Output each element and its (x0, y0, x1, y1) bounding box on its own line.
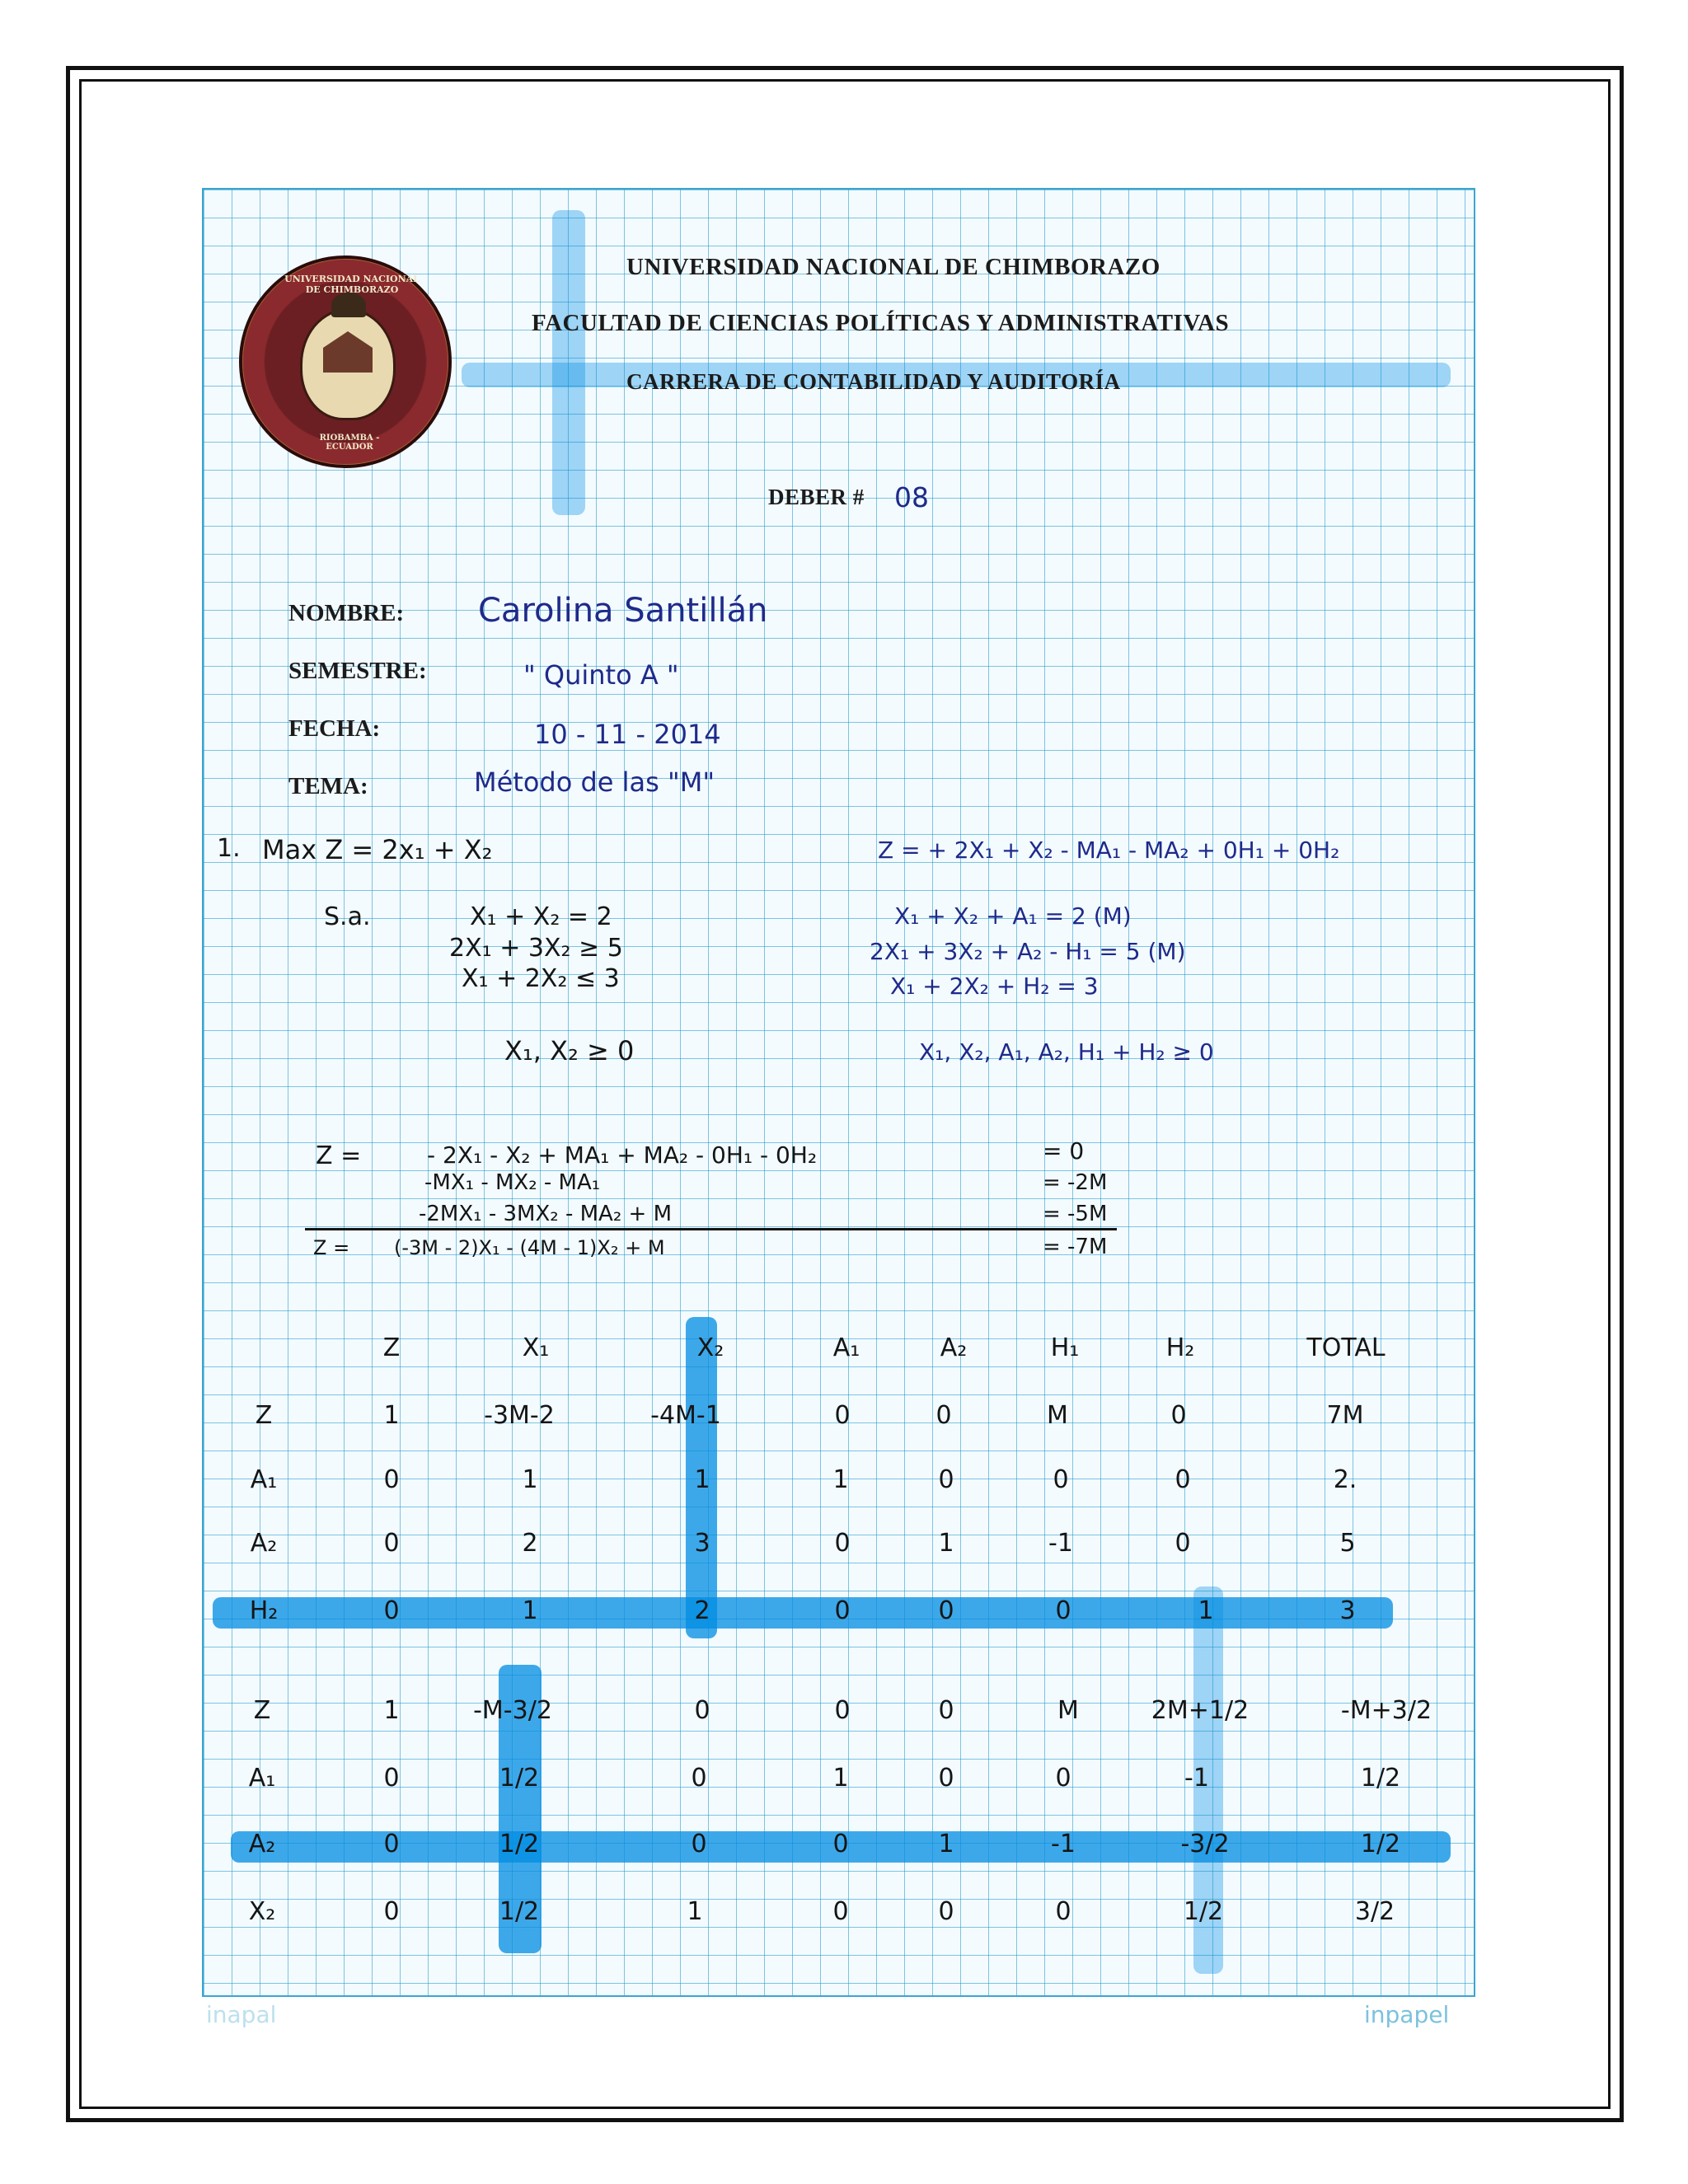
nonnegativity-std: X₁, X₂, A₁, A₂, H₁ + H₂ ≥ 0 (919, 1038, 1214, 1066)
tableau1-header-x1: X₁ (522, 1333, 550, 1362)
cell: 0 (1055, 1596, 1071, 1625)
cell: 0 (383, 1764, 400, 1793)
brand-mark-left: inapal (206, 2001, 277, 2028)
cell: 7M (1326, 1401, 1364, 1430)
cell: 1 (832, 1764, 849, 1793)
cell: 1/2 (1360, 1830, 1401, 1858)
cell: 1 (522, 1465, 538, 1494)
objective-function: Max Z = 2x₁ + X₂ (262, 834, 493, 865)
basis-label: A₂ (248, 1830, 276, 1858)
tema-value: Método de las "M" (474, 766, 715, 798)
constraint-std-1: X₁ + X₂ + A₁ = 2 (M) (894, 902, 1132, 930)
cell: 0 (694, 1696, 710, 1725)
derivation-rhs-2: = -2M (1043, 1170, 1108, 1195)
cell: 0 (938, 1596, 954, 1625)
cell: 0 (832, 1830, 849, 1858)
cell: -3/2 (1180, 1830, 1230, 1858)
cell: 0 (1175, 1465, 1191, 1494)
cell: 2 (522, 1529, 538, 1558)
derivation-expr-1: - 2X₁ - X₂ + MA₁ + MA₂ - 0H₁ - 0H₂ (427, 1141, 818, 1169)
cell: 1 (938, 1529, 954, 1558)
semestre-value: " Quinto A " (523, 659, 679, 691)
basis-label: X₂ (248, 1897, 276, 1926)
cell: M (1047, 1401, 1068, 1430)
university-seal (239, 255, 452, 468)
cell: 2. (1333, 1465, 1357, 1494)
cell: 1/2 (1360, 1764, 1401, 1793)
cell: 1 (383, 1401, 400, 1430)
cell: 0 (834, 1696, 851, 1725)
cell: 0 (938, 1465, 954, 1494)
derivation-rhs-3: = -5M (1043, 1202, 1108, 1226)
basis-label: Z (253, 1696, 271, 1725)
career-title: CARRERA DE CONTABILIDAD Y AUDITORÍA (626, 369, 1121, 394)
fecha-label: FECHA: (288, 715, 381, 742)
deber-label: DEBER # (768, 485, 865, 509)
constraint-1: X₁ + X₂ = 2 (470, 902, 612, 931)
cell: 1 (694, 1465, 710, 1494)
derivation-lhs-4: Z = (313, 1236, 350, 1259)
cell: 0 (1055, 1897, 1071, 1926)
cell: 0 (1055, 1764, 1071, 1793)
tableau1-header-a2: A₂ (940, 1333, 968, 1362)
derivation-rhs-1: = 0 (1043, 1137, 1085, 1165)
basis-label: A₁ (250, 1465, 278, 1494)
cell: 0 (834, 1596, 851, 1625)
constraint-2: 2X₁ + 3X₂ ≥ 5 (449, 934, 623, 963)
basis-label: Z (255, 1401, 273, 1430)
cell: 0 (383, 1465, 400, 1494)
nonnegativity: X₁, X₂ ≥ 0 (504, 1035, 635, 1066)
derivation-expr-3: -2MX₁ - 3MX₂ - MA₂ + M (419, 1202, 673, 1226)
cell: 3 (1339, 1596, 1356, 1625)
derivation-expr-2: -MX₁ - MX₂ - MA₁ (424, 1170, 601, 1195)
cell: 0 (938, 1764, 954, 1793)
problem-number: 1. (217, 834, 241, 863)
basis-label: H₂ (249, 1596, 279, 1625)
cell: 1 (938, 1830, 954, 1858)
cell: 0 (383, 1897, 400, 1926)
cell: 0 (383, 1596, 400, 1625)
cell: 0 (935, 1401, 952, 1430)
tableau1-header-x2: X₂ (696, 1333, 724, 1362)
cell: 3/2 (1354, 1897, 1395, 1926)
fecha-value: 10 - 11 - 2014 (534, 719, 721, 750)
derivation-expr-4: (-3M - 2)X₁ - (4M - 1)X₂ + M (394, 1236, 665, 1259)
tableau1-header-z: Z (382, 1333, 401, 1362)
nombre-label: NOMBRE: (288, 600, 405, 626)
cell: -M-3/2 (473, 1696, 552, 1725)
tableau1-header-total: TOTAL (1306, 1333, 1386, 1362)
cell: -4M-1 (650, 1401, 721, 1430)
cell: 1/2 (499, 1764, 540, 1793)
constraint-std-3: X₁ + 2X₂ + H₂ = 3 (890, 972, 1099, 1000)
derivation-rhs-4: = -7M (1043, 1235, 1108, 1259)
cell: 0 (832, 1897, 849, 1926)
derivation-rule (305, 1228, 1117, 1230)
seal-text-bottom: RIOBAMBA - ECUADOR (319, 434, 380, 452)
cell: 0 (691, 1764, 707, 1793)
cell: -1 (1184, 1764, 1209, 1793)
cell: -M+3/2 (1340, 1696, 1432, 1725)
tema-label: TEMA: (288, 773, 368, 799)
basis-label: A₂ (250, 1529, 278, 1558)
cell: -1 (1051, 1830, 1076, 1858)
derivation-lhs-1: Z = (316, 1141, 362, 1170)
deber-number: 08 (894, 481, 929, 513)
constraint-3: X₁ + 2X₂ ≤ 3 (462, 964, 620, 993)
cell: 1 (687, 1897, 703, 1926)
seal-emblem (300, 308, 396, 420)
cell: 1/2 (499, 1830, 540, 1858)
nombre-value: Carolina Santillán (478, 592, 768, 630)
cell: 5 (1339, 1529, 1356, 1558)
cell: -1 (1048, 1529, 1073, 1558)
cell: 0 (691, 1830, 707, 1858)
cell: 0 (383, 1830, 400, 1858)
cell: 3 (694, 1529, 710, 1558)
brand-mark-right: inpapel (1364, 2001, 1450, 2028)
seal-building (323, 331, 373, 373)
graph-paper-sheet (202, 188, 1475, 1997)
university-title: UNIVERSIDAD NACIONAL DE CHIMBORAZO (626, 254, 1160, 280)
cell: 1 (522, 1596, 538, 1625)
cell: 0 (834, 1529, 851, 1558)
semestre-label: SEMESTRE: (288, 658, 427, 684)
cell: 1/2 (1183, 1897, 1224, 1926)
cell: 1 (383, 1696, 400, 1725)
seal-hat (331, 293, 366, 317)
cell: 0 (938, 1696, 954, 1725)
cell: 0 (834, 1401, 851, 1430)
cell: 1/2 (499, 1897, 540, 1926)
constraint-std-2: 2X₁ + 3X₂ + A₂ - H₁ = 5 (M) (870, 938, 1186, 965)
cell: -3M-2 (484, 1401, 555, 1430)
seal-text-top: UNIVERSIDAD NACIONAL DE CHIMBORAZO (284, 274, 420, 295)
cell: 0 (1175, 1529, 1191, 1558)
tableau1-header-a1: A₁ (832, 1333, 860, 1362)
cell: 0 (1170, 1401, 1187, 1430)
faculty-title: FACULTAD DE CIENCIAS POLÍTICAS Y ADMINISTRATIVAS (532, 310, 1230, 336)
cell: 2 (694, 1596, 710, 1625)
cell: 1 (832, 1465, 849, 1494)
cell: 2M+1/2 (1151, 1696, 1250, 1725)
sa-label: S.a. (324, 902, 371, 931)
cell: 1 (1198, 1596, 1214, 1625)
basis-label: A₁ (248, 1764, 276, 1793)
cell: 0 (1053, 1465, 1069, 1494)
tableau1-header-h1: H₁ (1050, 1333, 1080, 1362)
cell: 0 (938, 1897, 954, 1926)
objective-standard: Z = + 2X₁ + X₂ - MA₁ - MA₂ + 0H₁ + 0H₂ (878, 837, 1340, 864)
cell: M (1057, 1696, 1079, 1725)
tableau1-header-h2: H₂ (1165, 1333, 1195, 1362)
cell: 0 (383, 1529, 400, 1558)
